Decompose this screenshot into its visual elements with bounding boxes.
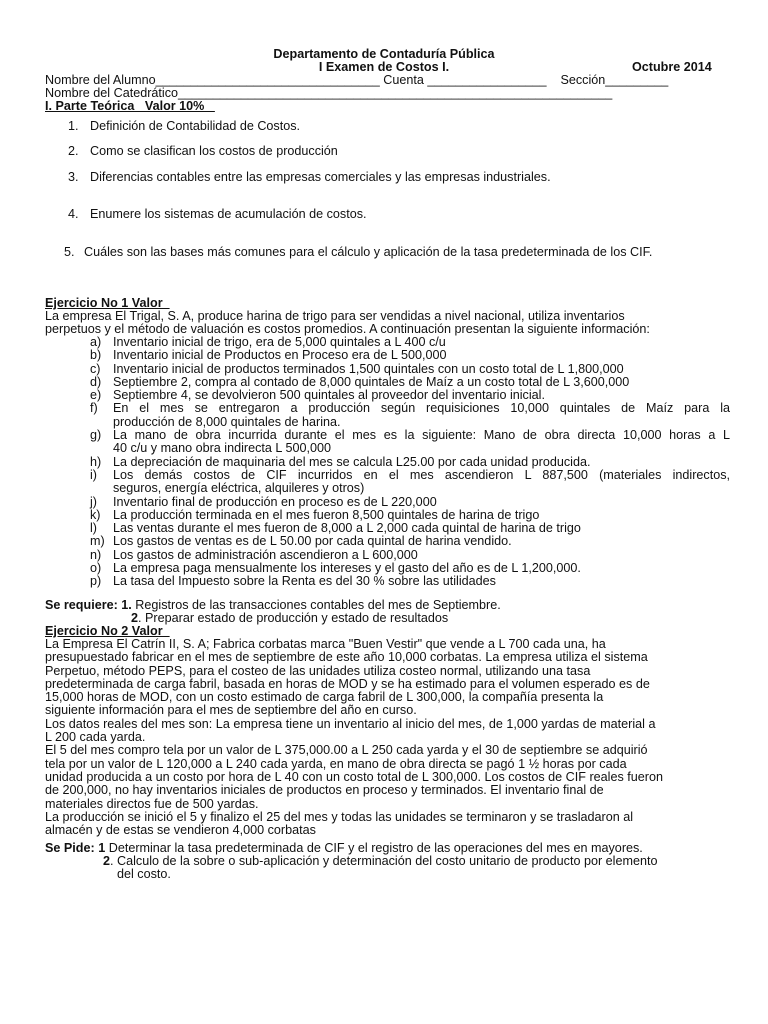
item-label: g) (90, 428, 102, 443)
item-text: La depreciación de maquinaria del mes se calcula L25.00 por cada unidad producida. (113, 454, 591, 469)
body-line: predeterminada de carga fabril, basada en horas de MOD y se ha estimado para el volumen esperado es de (45, 676, 650, 691)
body-line: El 5 del mes compro tela por un valor de L 375,000.00 a L 250 cada yarda y el 30 de septiembre se adquirió (45, 743, 648, 758)
exercise1-data-list (45, 336, 730, 589)
item-label: m) (90, 534, 105, 549)
question-number: 4. (68, 207, 79, 221)
requirement-number: 1 (98, 841, 106, 855)
item-text: Septiembre 2, compra al contado de 8,000 quintales de Maíz a un costo total de L 3,600,000 (113, 374, 630, 389)
exercise2-title: Ejercicio No 2 Valor (45, 624, 170, 638)
body-line: L 200 cada yarda. (45, 730, 146, 745)
list-item (45, 549, 730, 562)
item-text: Inventario inicial de trigo, era de 5,000 quintales a L 400 c/u (113, 335, 446, 349)
list-item (45, 376, 730, 389)
item-label: e) (90, 388, 102, 403)
item-text: La tasa del Impuesto sobre la Renta es del 30 % sobre las utilidades (113, 574, 496, 589)
requirement-number: 2 (103, 854, 111, 868)
exercise2-requirement-2-cont (117, 868, 171, 881)
intro-line: perpetuos y el método de valuación es costos promedios. A continuación presentan la siguiente información: (45, 322, 650, 337)
exercise1-requirement-2 (131, 612, 448, 625)
question-number: 2. (68, 144, 79, 158)
requirement-text: Registros de las transacciones contables del mes de Septiembre. (131, 598, 501, 612)
item-label: i) (90, 467, 97, 482)
body-line: de 200,000, no hay inventarios iniciales de productos en proceso y terminados. El inventario final de (45, 783, 604, 798)
item-text: producción de 8,000 quintales de harina. (113, 414, 341, 429)
intro-line: La empresa El Trigal, S. A, produce harina de trigo para ser vendidas a nivel nacional, utiliza inventarios (45, 309, 625, 323)
requirement-text: Determinar la tasa predeterminada de CIF y el registro de las operaciones del mes en mayores. (105, 841, 643, 855)
body-line: almacén y de estas se vendieron 4,000 corbatas (45, 823, 316, 838)
question-number: 3. (68, 170, 79, 184)
item-label: a) (90, 335, 102, 349)
item-text: Los demás costos de CIF incurridos en el mes ascendieron L 887,500 (materiales indirectos, (113, 467, 730, 482)
item-label: k) (90, 507, 101, 522)
list-item (45, 562, 730, 575)
item-label: f) (90, 401, 98, 416)
question-1 (68, 120, 300, 133)
requirement-number: 2 (131, 611, 139, 625)
question-2 (68, 145, 338, 158)
requirement-label: Se Pide: (45, 841, 95, 855)
requirement-text: del costo. (117, 867, 171, 881)
item-text: seguros, energía eléctrica, alquileres y otros) (113, 481, 365, 496)
item-text: Inventario final de producción en proceso es de L 220,000 (113, 494, 437, 509)
question-text: Diferencias contables entre las empresas comerciales y las empresas industriales. (90, 170, 551, 184)
list-item (45, 402, 730, 429)
exercise1-title: Ejercicio No 1 Valor (45, 296, 170, 310)
part1-title: I. Parte Teórica Valor 10% (45, 99, 215, 113)
item-text: Inventario inicial de productos terminados 1,500 quintales con un costo total de L 1,800,000 (113, 361, 624, 376)
item-label: l) (90, 521, 97, 536)
exercise1-intro (45, 310, 725, 337)
professor-name-label: Nombre del Catedrático (45, 86, 178, 100)
list-item (45, 349, 730, 362)
requirement-text: . Preparar estado de producción y estado de resultados (138, 611, 449, 625)
list-item (45, 336, 730, 349)
list-item (45, 535, 730, 548)
item-label: c) (90, 361, 101, 376)
list-item (45, 575, 730, 588)
list-item (45, 363, 730, 376)
question-4 (68, 208, 367, 221)
body-line: Los datos reales del mes son: La empresa tiene un inventario al inicio del mes, de 1,000 yardas de material a (45, 716, 656, 731)
body-line: presupuestado fabricar en el mes de septiembre de este año 10,000 corbatas. La empresa utiliza el sistema (45, 650, 648, 665)
list-item (45, 496, 730, 509)
exercise2-body (45, 638, 725, 837)
item-text: Los gastos de ventas es de L 50.00 por cada quintal de harina vendido. (113, 534, 512, 549)
body-line: Perpetuo, método PEPS, para el costeo de las unidades utiliza costeo normal, utilizando una tasa (45, 663, 591, 678)
item-text: Inventario inicial de Productos en Proceso era de L 500,000 (113, 348, 447, 363)
exam-title: I Examen de Costos I. (318, 60, 450, 74)
question-text: Definición de Contabilidad de Costos. (90, 119, 301, 133)
exam-date: Octubre 2014 (632, 60, 712, 74)
exercise2-requirement-2 (103, 855, 657, 868)
section-label: Sección (560, 73, 606, 87)
item-text: Los gastos de administración ascendieron a L 600,000 (113, 547, 418, 562)
body-line: 15,000 horas de MOD, con un costo estimado de carga fabril de L 300,000, la compañía presenta la (45, 690, 604, 705)
body-line: La Empresa El Catrín II, S. A; Fabrica corbatas marca "Buen Vestir" que vende a L 700 cada una, ha (45, 637, 606, 651)
item-label: n) (90, 547, 102, 562)
question-text: Cuáles son las bases más comunes para el cálculo y aplicación de la tasa predeterminada de los CIF. (84, 245, 653, 259)
item-label: o) (90, 561, 102, 576)
requirement-text: . Calculo de la sobre o sub-aplicación y determinación del costo unitario de producto por elemento (110, 854, 658, 868)
question-text: Enumere los sistemas de acumulación de costos. (90, 207, 367, 221)
account-label: Cuenta (383, 73, 424, 87)
question-number: 5. (64, 245, 75, 259)
requirement-label: Se requiere: (45, 598, 118, 612)
body-line: La producción se inició el 5 y finalizo el 25 del mes y todas las unidades se terminaron y se trasladaron al (45, 809, 634, 824)
item-text: La mano de obra incurrida durante el mes es la siguiente: Mano de obra directa 10,000 horas a L (113, 428, 730, 443)
item-text: La producción terminada en el mes fueron 8,500 quintales de harina de trigo (113, 507, 540, 522)
item-text: 40 c/u y mano obra indirecta L 500,000 (113, 441, 331, 456)
body-line: unidad producida a un costo por hora de L 40 con un costo total de L 300,000. Los costos de CIF reales fueron (45, 769, 663, 784)
item-label: j) (90, 494, 97, 509)
student-name-blank[interactable]: ________________________________ (155, 73, 380, 87)
student-name-label: Nombre del Alumno (45, 73, 156, 87)
item-label: b) (90, 348, 102, 363)
question-3 (68, 171, 551, 184)
item-label: p) (90, 574, 102, 589)
body-line: siguiente información para el mes de septiembre del año en curso. (45, 703, 417, 718)
list-item (45, 456, 730, 469)
department-title: Departamento de Contaduría Pública (273, 47, 495, 61)
list-item (45, 522, 730, 535)
list-item (45, 469, 730, 496)
item-text: La empresa paga mensualmente los intereses y el gasto del año es de L 1,200,000. (113, 561, 581, 576)
item-text: En el mes se entregaron a producción según requisiciones 10,000 quintales de Maíz para la (113, 401, 730, 416)
question-number: 1. (68, 119, 79, 133)
item-text: Septiembre 4, se devolvieron 500 quintales al proveedor del inventario inicial. (113, 388, 545, 403)
list-item (45, 389, 730, 402)
question-5 (64, 246, 652, 259)
section-blank[interactable]: _________ (605, 73, 669, 87)
item-label: d) (90, 374, 102, 389)
list-item (45, 509, 730, 522)
body-line: materiales directos fue de 500 yardas. (45, 796, 259, 811)
body-line: tela por un valor de L 120,000 a L 240 cada yarda, en mano de obra directa se pagó 1 ½ horas por cada (45, 756, 627, 771)
item-text: Las ventas durante el mes fueron de 8,000 a L 2,000 cada quintal de harina de trigo (113, 521, 581, 536)
question-text: Como se clasifican los costos de producción (90, 144, 338, 158)
item-label: h) (90, 454, 102, 469)
list-item (45, 429, 730, 456)
requirement-number: 1. (121, 598, 132, 612)
professor-name-blank[interactable]: ______________________________________________________________ (178, 86, 613, 100)
account-blank[interactable]: _________________ (427, 73, 547, 87)
